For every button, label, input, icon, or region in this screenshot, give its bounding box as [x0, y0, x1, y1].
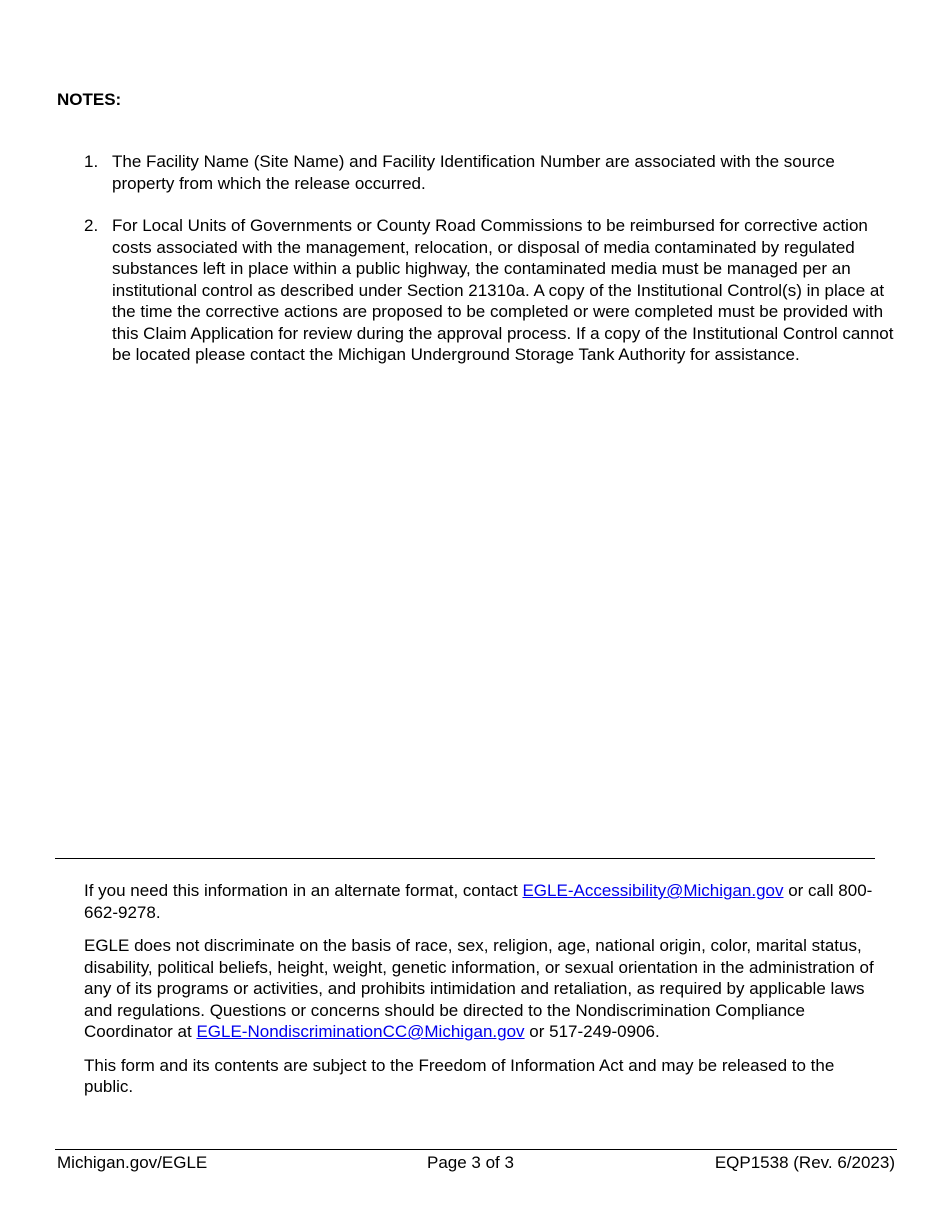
accessibility-notice — [84, 880, 874, 923]
footer-website: Michigan.gov/EGLE — [57, 1153, 208, 1172]
nondiscrimination-prefix: EGLE does not discriminate on the basis of race, sex, religion, age, national origin, color, marital status, disability, political beliefs, height, weight, genetic information, or sexual orientation in the administration of any of its programs or activities, and prohibits intimidation and retaliation, as required by applicable laws and regulations. Questions or concerns should be directed to the Nondiscrimination Compliance Coordinator at — [84, 936, 874, 1041]
nondiscrimination-email-link[interactable]: EGLE-NondiscriminationCC@Michigan.gov — [196, 1022, 525, 1041]
footer-notice — [84, 880, 874, 1110]
page-footer — [57, 1152, 895, 1174]
note-item — [84, 215, 896, 366]
nondiscrimination-suffix: or 517-249-0906. — [524, 1022, 660, 1041]
accessibility-email-link[interactable]: EGLE-Accessibility@Michigan.gov — [522, 881, 784, 900]
footer-separator — [55, 858, 875, 859]
footer-page-number: Page 3 of 3 — [427, 1153, 514, 1172]
accessibility-suffix: or call 800-662-9278. — [84, 881, 873, 922]
accessibility-prefix: If you need this information in an alternate format, contact — [84, 881, 523, 900]
note-number: 1. — [84, 152, 99, 171]
notes-list — [84, 151, 896, 387]
note-item — [84, 151, 896, 194]
foia-notice: This form and its contents are subject to the Freedom of Information Act and may be released to the public. — [84, 1055, 835, 1096]
page-footer-rule — [55, 1149, 897, 1150]
note-number: 2. — [84, 216, 99, 235]
footer-form-id: EQP1538 (Rev. 6/2023) — [714, 1153, 895, 1172]
note-text: The Facility Name (Site Name) and Facility Identification Number are associated with the source property from which the release occurred. — [112, 152, 835, 193]
notes-heading: NOTES: — [57, 90, 122, 109]
note-text: For Local Units of Governments or County Road Commissions to be reimbursed for corrective action costs associated with the management, relocation, or disposal of media contaminated by regulated substances left in place within a public highway, the contaminated media must be managed per an institutional control as described under Section 21310a. A copy of the Institutional Control(s) in place at the time the corrective actions are proposed to be completed or were completed must be provided with this Claim Application for review during the approval process. If a copy of the Institutional Control cannot be located please contact the Michigan Underground Storage Tank Authority for assistance. — [112, 216, 894, 364]
nondiscrimination-notice — [84, 935, 874, 1043]
